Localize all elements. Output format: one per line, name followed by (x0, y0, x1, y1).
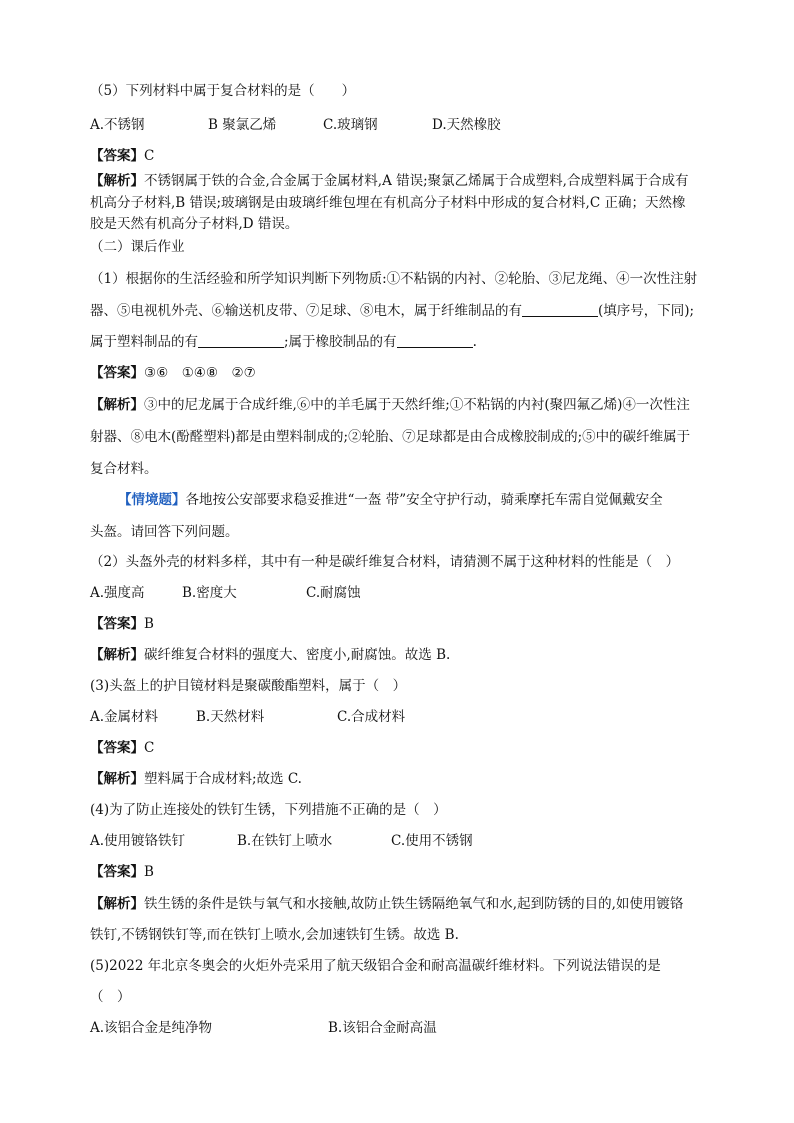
option-b: B.该铝合金耐高温 (328, 1020, 437, 1036)
answer-tag: 【答案】 (90, 365, 144, 381)
option-a: A.金属材料 (90, 709, 159, 725)
option-c: C.使用不锈钢 (391, 833, 473, 849)
analysis-text: 射器、⑧电木(酚醛塑料)都是由塑料制成的;②轮胎、⑦足球都是由合成橡胶制成的;⑤中的碳纤维属于 (90, 429, 691, 445)
fill-blank (397, 333, 473, 348)
answer-tag: 【答案】 (90, 616, 144, 632)
question-4-options (90, 832, 473, 850)
answer-line (90, 615, 154, 633)
question-2-text: （2）头盔外壳的材料多样，其中有一种是碳纤维复合材料，请猜测不属于这种材料的性能是（ ） (90, 554, 680, 570)
option-c: C.合成材料 (337, 709, 406, 725)
question-5-options (90, 116, 501, 134)
question-5-text: （ ） (90, 989, 131, 1005)
fill-blank (522, 302, 598, 317)
question-3-text: (3)头盔上的护目镜材料是聚碳酸酯塑料，属于（ ） (90, 678, 407, 694)
question-4-text: (4)为了防止连接处的铁钉生锈，下列措施不正确的是（ ） (90, 802, 447, 818)
question-5-multiple-choice: （5）下列材料中属于复合材料的是（ ） (90, 83, 356, 99)
scenario-text: 各地按公安部要求稳妥推进“一盔 带”安全守护行动，骑乘摩托车需自觉佩戴安全 (185, 492, 663, 508)
analysis-text: 塑料属于合成材料;故选 C. (144, 771, 302, 787)
scenario-tag: 【情境题】 (118, 492, 186, 508)
question-5-options (90, 1019, 437, 1037)
question-3-options (90, 708, 405, 726)
section-heading: （二）课后作业 (90, 239, 185, 255)
answer-value: ③⑥ ①④⑧ ②⑦ (144, 365, 256, 381)
scenario-text: 头盔。请回答下列问题。 (90, 524, 239, 540)
option-d: D.天然橡胶 (432, 117, 501, 133)
analysis-tag: 【解析】 (90, 647, 144, 663)
analysis-text: 铁钉,不锈钢铁钉等,而在铁钉上喷水,会加速铁钉生锈。故选 B. (90, 927, 459, 943)
analysis-text: 铁生锈的条件是铁与氧气和水接触,故防止铁生锈隔绝氧气和水,起到防锈的目的,如使用镀铬 (144, 896, 684, 912)
question-5-text: (5)2022 年北京冬奥会的火炬外壳采用了航天级铝合金和耐高温碳纤维材料。下列说法错误的是 (90, 958, 661, 974)
option-b: B.在铁钉上喷水 (237, 833, 333, 849)
answer-tag: 【答案】 (90, 148, 144, 164)
option-b: B.天然材料 (196, 709, 265, 725)
answer-value: B (144, 864, 154, 880)
answer-value: C (144, 740, 155, 756)
analysis-tag: 【解析】 (90, 397, 144, 413)
analysis-text: ③中的尼龙属于合成纤维,⑥中的羊毛属于天然纤维;①不粘锅的内衬(聚四氟乙烯)④一次性注 (144, 397, 690, 413)
fill-blank (198, 333, 284, 348)
analysis-line (90, 172, 688, 190)
option-a: A.使用镀铬铁钉 (90, 833, 186, 849)
analysis-line (90, 646, 450, 664)
scenario-line (118, 491, 663, 509)
answer-line (90, 739, 154, 757)
option-a: A.不锈钢 (90, 117, 145, 133)
question-1-text: 属于塑料制品的有 ;属于橡胶制品的有 . (90, 334, 477, 350)
answer-line (90, 364, 256, 382)
answer-value: C (144, 148, 155, 164)
option-c: C.耐腐蚀 (306, 585, 361, 601)
answer-line (90, 147, 154, 165)
analysis-text: 复合材料。 (90, 461, 158, 477)
analysis-text: 机高分子材料,B 错误;玻璃钢是由玻璃纤维包埋在有机高分子材料中形成的复合材料,C 正确；天然橡 (90, 195, 686, 211)
analysis-line (90, 396, 690, 414)
answer-tag: 【答案】 (90, 864, 144, 880)
analysis-tag: 【解析】 (90, 771, 144, 787)
analysis-text: 不锈钢属于铁的合金,合金属于金属材料,A 错误;聚氯乙烯属于合成塑料,合成塑料属于合成有 (144, 173, 689, 189)
option-b: B.密度大 (182, 585, 237, 601)
analysis-tag: 【解析】 (90, 896, 144, 912)
question-1-text: 器、⑤电视机外壳、⑥输送机皮带、⑦足球、⑧电木，属于纤维制品的有 (填序号，下同); (90, 303, 695, 319)
question-2-options (90, 584, 361, 602)
analysis-line (90, 770, 302, 788)
option-b: B 聚氯乙烯 (208, 117, 277, 133)
analysis-text: 碳纤维复合材料的强度大、密度小,耐腐蚀。故选 B. (144, 647, 451, 663)
analysis-tag: 【解析】 (90, 173, 144, 189)
answer-value: B (144, 616, 154, 632)
analysis-line (90, 895, 683, 913)
option-c: C.玻璃钢 (323, 117, 378, 133)
option-a: A.该铝合金是纯净物 (90, 1020, 213, 1036)
analysis-text: 胶是天然有机高分子材料,D 错误。 (90, 216, 299, 232)
option-a: A.强度高 (90, 585, 145, 601)
answer-line (90, 863, 154, 881)
question-1-text: （1）根据你的生活经验和所学知识判断下列物质:①不粘锅的内衬、②轮胎、③尼龙绳、④一次性注射 (90, 271, 698, 287)
answer-tag: 【答案】 (90, 740, 144, 756)
